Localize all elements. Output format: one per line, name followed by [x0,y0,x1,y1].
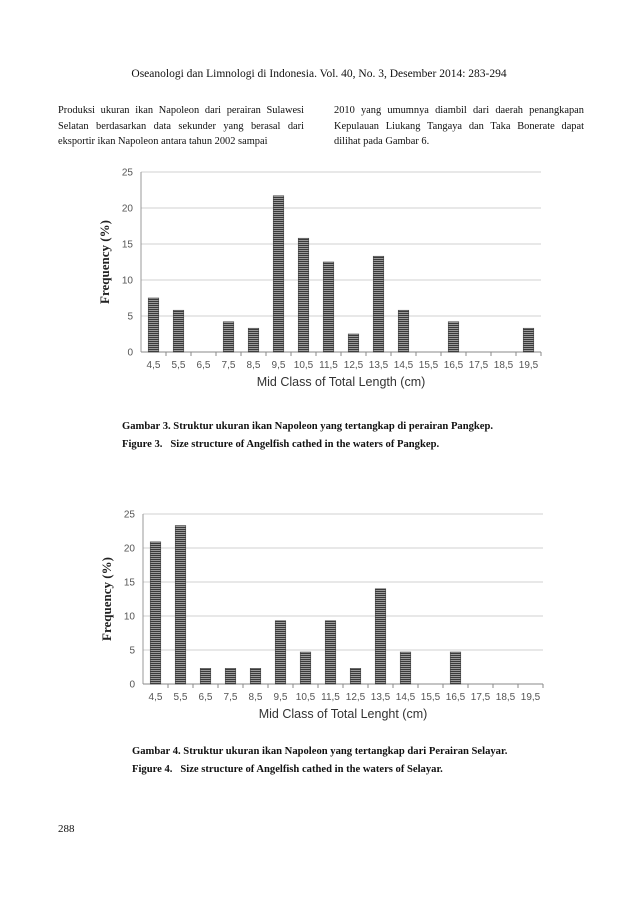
x-tick-label: 9,5 [271,360,286,371]
bar-10-5 [298,238,309,352]
x-tick-label: 12,5 [343,360,364,371]
x-tick-label: 18,5 [495,692,516,703]
x-tick-label: 10,5 [293,360,314,371]
bar-7-5 [223,322,234,352]
x-tick-label: 17,5 [468,360,489,371]
x-tick-label: 14,5 [393,360,414,371]
figure-4-caption-english: Figure 4. Size structure of Angelfish cathed in the waters of Selayar. [132,764,443,775]
x-tick-label: 11,5 [321,692,340,703]
bar-12-5 [348,334,359,352]
x-tick-label: 6,5 [196,360,211,371]
y-tick-label: 20 [121,203,133,215]
chart-svg [0,505,638,735]
x-tick-label: 18,5 [493,360,514,371]
bar-4-5 [150,542,161,684]
x-tick-label: 7,5 [223,692,238,703]
y-tick-label: 25 [123,509,135,521]
x-tick-label: 9,5 [273,692,288,703]
y-tick-label: 25 [121,167,133,179]
bar-16-5 [448,322,459,352]
y-tick-label: 15 [121,239,133,251]
bar-12-5 [350,668,361,684]
x-tick-label: 11,5 [319,360,338,371]
x-tick-label: 12,5 [345,692,366,703]
chart-svg [0,163,638,393]
x-tick-label: 13,5 [370,692,391,703]
y-tick-label: 15 [123,577,135,589]
x-tick-label: 5,5 [173,692,188,703]
bar-11-5 [325,621,336,684]
x-tick-label: 17,5 [470,692,491,703]
x-tick-label: 15,5 [420,692,441,703]
figure-3-caption-english: Figure 3. Size structure of Angelfish cathed in the waters of Pangkep. [122,439,440,450]
y-axis-label: Frequency (%) [97,220,112,304]
bar-13-5 [373,256,384,352]
figure-4-caption-indonesian: Gambar 4. Struktur ukuran ikan Napoleon yang tertangkap dari Perairan Selayar. [132,746,508,757]
y-tick-label: 10 [123,611,135,623]
bar-6-5 [200,668,211,684]
bar-14-5 [400,652,411,684]
bar-8-5 [250,668,261,684]
x-tick-label: 7,5 [221,360,236,371]
x-tick-label: 15,5 [418,360,439,371]
bar-4-5 [148,298,159,352]
figure-4-caption [132,743,572,779]
x-tick-label: 16,5 [445,692,466,703]
x-tick-label: 16,5 [443,360,464,371]
x-tick-label: 8,5 [246,360,261,371]
body-text-right: 2010 yang umumnya diambil dari daerah penangkapan Kepulauan Liukang Tangaya dan Taka Bonerate dapat dilihat pada Gambar 6. [334,105,584,147]
y-tick-label: 10 [121,275,133,287]
y-tick-label: 20 [123,543,135,555]
y-axis-label: Frequency (%) [99,557,114,641]
figure-3-chart [0,163,638,393]
bar-5-5 [173,310,184,352]
y-tick-label: 5 [129,645,135,657]
bar-8-5 [248,328,259,352]
bar-5-5 [175,526,186,684]
x-tick-label: 8,5 [248,692,263,703]
y-tick-label: 5 [127,311,133,323]
bar-11-5 [323,262,334,352]
bar-16-5 [450,652,461,684]
y-tick-label: 0 [127,347,133,359]
page-number: 288 [58,823,75,835]
bar-13-5 [375,589,386,684]
figure-3-caption-indonesian: Gambar 3. Struktur ukuran ikan Napoleon yang tertangkap di perairan Pangkep. [122,421,494,432]
x-tick-label: 10,5 [295,692,316,703]
x-tick-label: 14,5 [395,692,416,703]
x-tick-label: 4,5 [146,360,161,371]
y-tick-label: 0 [129,679,135,691]
bar-19-5 [523,328,534,352]
figure-3-caption [122,418,562,454]
bar-9-5 [275,621,286,684]
x-tick-label: 19,5 [520,692,541,703]
bar-9-5 [273,196,284,352]
bar-14-5 [398,310,409,352]
x-tick-label: 4,5 [148,692,163,703]
x-tick-label: 6,5 [198,692,213,703]
body-text-left: Produksi ukuran ikan Napoleon dari perairan Sulawesi Selatan berdasarkan data sekunder yang berasal dari eksportir ikan Napoleon antara tahun 2002 sampai [58,105,304,147]
figure-4-chart [0,505,638,735]
x-tick-label: 5,5 [171,360,186,371]
x-axis-label: Mid Class of Total Length (cm) [256,375,426,389]
bar-7-5 [225,668,236,684]
x-tick-label: 13,5 [368,360,389,371]
bar-10-5 [300,652,311,684]
x-axis-label: Mid Class of Total Lenght (cm) [258,707,428,721]
x-tick-label: 19,5 [518,360,539,371]
journal-header: Oseanologi dan Limnologi di Indonesia. Vol. 40, No. 3, Desember 2014: 283-294 [131,68,507,80]
